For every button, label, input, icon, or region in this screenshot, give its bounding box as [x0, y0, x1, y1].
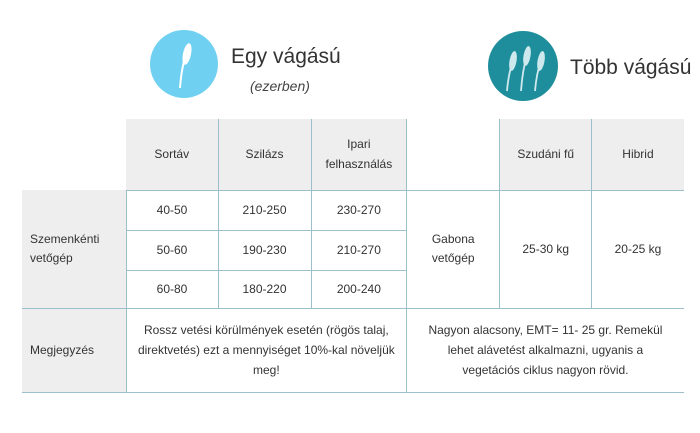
col-header-ipari-label: Ipari felhasználás [325, 137, 393, 172]
table-cell: 180-220 [218, 270, 311, 308]
note-row [22, 308, 684, 392]
three-grass-stalks-icon [488, 31, 558, 101]
row-label-seeder-text: Szemenkénti vetőgép [30, 231, 100, 265]
table-cell: 230-270 [311, 190, 407, 230]
row-label-multi-seeder-text: Gabona vetőgép [431, 232, 475, 265]
note-multi-text: Nagyon alacsony, EMT= 11- 25 gr. Remekül lehet alávetést alkalmazni, ugyanis a vegetációs ciklus nagyon rövid. [428, 323, 663, 377]
col-header-szudani: Szudáni fű [500, 119, 592, 190]
single-grass-stalk-icon [150, 30, 218, 98]
table-cell: 60-80 [126, 270, 218, 308]
table-cell: 210-270 [311, 230, 407, 270]
single-cut-subtitle: (ezerben) [250, 78, 310, 94]
note-multi-cell [407, 308, 684, 392]
col-header-sortav: Sortáv [126, 119, 218, 190]
col-header-szilazs: Szilázs [218, 119, 311, 190]
note-single-cell [126, 308, 407, 392]
row-label-note: Megjegyzés [22, 308, 126, 392]
multi-cut-title: Több vágású [570, 56, 692, 79]
table-cell: 40-50 [126, 190, 218, 230]
seeding-rate-table [22, 119, 684, 393]
single-cut-title: Egy vágású [231, 45, 341, 68]
table-cell-hibrid: 20-25 kg [592, 190, 684, 308]
single-cut-icon-badge [150, 30, 218, 98]
corner-cell [22, 119, 126, 190]
col-header-hibrid: Hibrid [592, 119, 684, 190]
table-row [22, 190, 684, 230]
table-cell: 210-250 [218, 190, 311, 230]
table-cell-szudani: 25-30 kg [500, 190, 592, 308]
table-cell: 190-230 [218, 230, 311, 270]
multi-cut-icon-badge [488, 31, 558, 101]
table-cell: 200-240 [311, 270, 407, 308]
col-header-ipari [311, 119, 407, 190]
header-row [22, 119, 684, 190]
row-label-seeder [22, 190, 126, 308]
row-label-multi-seeder [407, 190, 500, 308]
note-single-text: Rossz vetési körülmények esetén (rögös talaj, direktvetés) ezt a mennyiséget 10%-kal növeljük meg! [137, 323, 395, 377]
col-header-blank [407, 119, 500, 190]
table-cell: 50-60 [126, 230, 218, 270]
